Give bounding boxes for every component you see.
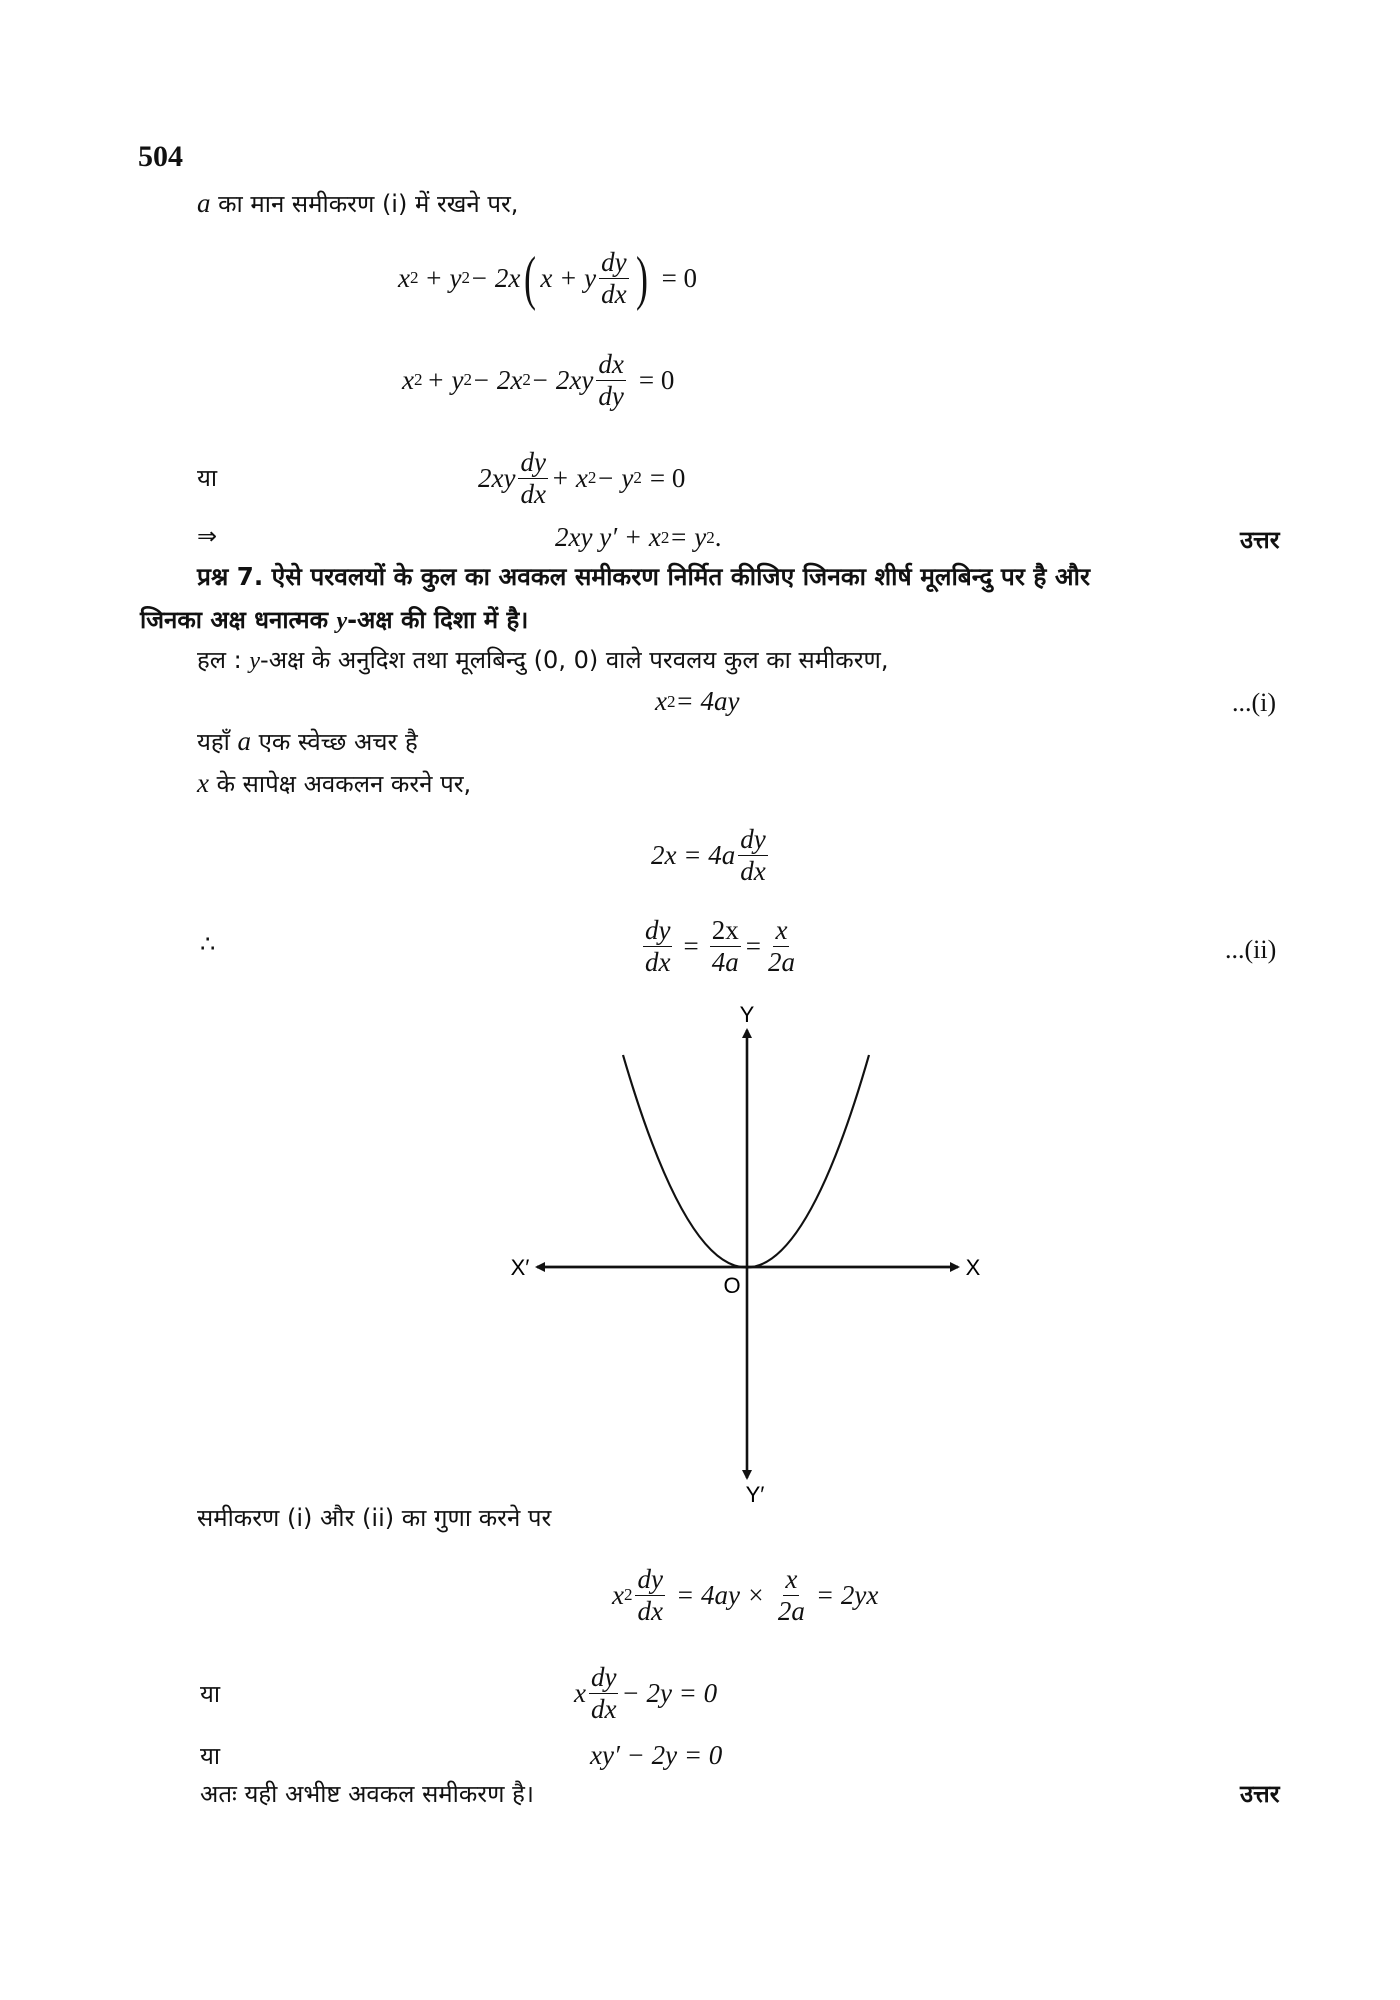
equation-b: 2x = 4a $\frac{dy}{dx}$: [651, 824, 766, 886]
intro-text: का मान समीकरण (i) में रखने पर,: [210, 190, 519, 218]
fraction: $\frac{dy}{dx}$: [645, 915, 671, 977]
var-a: a: [197, 188, 211, 218]
equation-ii: $\frac{dy}{dx}$ = $\frac{2x}{4a}$ = $\frac{x}{2a}$: [645, 915, 795, 977]
eqF-label: या: [200, 1742, 221, 1770]
fraction: $\frac{dy}{dx}$: [740, 824, 766, 886]
fraction: $\frac{dy}{dx}$: [637, 1564, 663, 1626]
fraction: $\frac{dy}{dx}$: [520, 447, 546, 509]
equation-e: x $\frac{dy}{dx}$ − 2y = 0: [574, 1662, 718, 1724]
equation-tag-ii: ...(ii): [1225, 935, 1277, 964]
implies-icon: ⇒: [197, 522, 218, 550]
question-line-1: प्रश्न 7. ऐसे परवलयों के कुल का अवकल समीकरण निर्मित कीजिए जिनका शीर्ष मूलबिन्दु पर है और: [197, 562, 1090, 591]
equation-3: 2xy $\frac{dy}{dx}$ + x 2 − y 2 = 0: [478, 447, 686, 509]
intro-line: [197, 190, 518, 217]
solution-line-2: यहाँ a एक स्वेच्छ अचर है: [197, 726, 418, 756]
fraction: $\frac{dx}{dy}$: [598, 349, 624, 411]
equation-f: xy′ − 2y = 0: [590, 1740, 723, 1770]
answer-label-2: उत्तर: [1240, 1780, 1280, 1808]
parabola-diagram: [480, 990, 1000, 1510]
equation-i: x 2 = 4ay: [655, 686, 740, 716]
right-paren: ): [635, 245, 648, 311]
fraction: $\frac{dy}{dx}$: [590, 1662, 617, 1724]
fraction: $\frac{dy}{dx}$: [601, 247, 627, 309]
question-line-2: जिनका अक्ष धनात्मक y-अक्ष की दिशा में है।: [140, 606, 529, 634]
label-y: Y: [739, 1002, 755, 1027]
label-x-prime: X′: [510, 1255, 530, 1280]
solution-line-3: x के सापेक्ष अवकलन करने पर,: [197, 768, 472, 798]
equation-d: x 2 $\frac{dy}{dx}$ = 4ay × $\frac{x}{2a}$ = 2yx: [612, 1564, 879, 1626]
eq3-label: या: [197, 464, 218, 492]
label-origin: O: [723, 1273, 741, 1298]
label-x: X: [965, 1255, 981, 1280]
page-number: 504: [138, 140, 183, 173]
equation-4: 2xy y′ + x 2 = y 2 .: [555, 522, 722, 552]
therefore-icon: ∴: [200, 930, 216, 958]
equation-tag-i: ...(i): [1232, 688, 1277, 717]
multiply-text: समीकरण (i) और (ii) का गुणा करने पर: [197, 1504, 552, 1532]
solution-line-1: हल : y-अक्ष के अनुदिश तथा मूलबिन्दु (0, 0) वाले परवलय कुल का समीकरण,: [197, 646, 889, 674]
left-paren: (: [524, 245, 537, 311]
conclusion-text: अतः यही अभीष्ट अवकल समीकरण है।: [200, 1780, 534, 1808]
fraction: $\frac{x}{2a}$: [767, 915, 795, 977]
fraction: $\frac{2x}{4a}$: [711, 915, 739, 977]
label-y-prime: Y′: [745, 1482, 765, 1507]
answer-label: उत्तर: [1240, 526, 1280, 554]
eqE-label: या: [200, 1680, 221, 1708]
equation-1: x 2 + y 2 − 2x ( x + y $\frac{dy}{dx}$ ) = 0: [398, 245, 698, 311]
equation-2: x 2 + y 2 − 2x 2 − 2xy $\frac{dx}{dy}$ = 0: [402, 349, 675, 411]
fraction: $\frac{x}{2a}$: [777, 1564, 805, 1626]
